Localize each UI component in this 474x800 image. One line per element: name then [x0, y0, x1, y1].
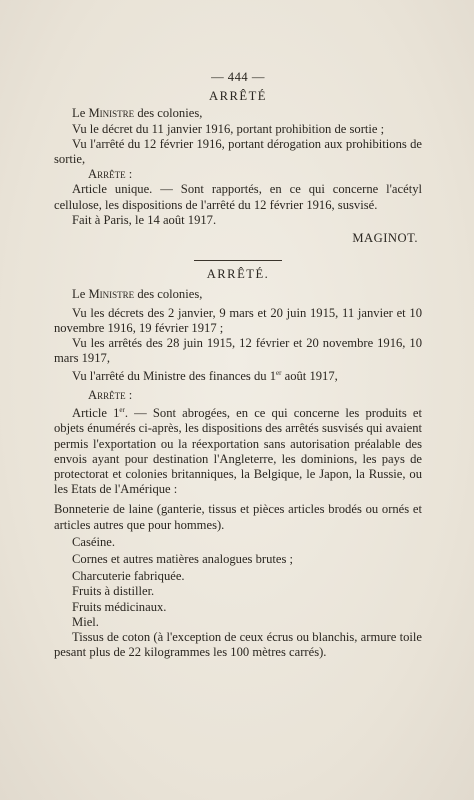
list-item: Fruits médicinaux.: [72, 599, 167, 614]
list-item: Cornes et autres matières analogues brutes ;: [72, 552, 294, 567]
decree-2-arrete-label: Arrête :: [88, 387, 133, 402]
decree-2-minister: Le Ministre des colonies,: [72, 287, 203, 302]
decree-1-article: Article unique. — Sont rapportés, en ce qui concerne l'acétyl cellulose, les dispositions de l'arrêté du 12 février 1916, susvisé.: [54, 182, 422, 212]
list-item: Fruits à distiller.: [72, 584, 155, 599]
decree-1-arrete-label: Arrête :: [88, 167, 133, 182]
decree-2: [54, 267, 422, 660]
decree-2-title: ARRÊTÉ.: [206, 267, 270, 282]
decree-2-article-1: Article 1er. — Sont abrogées, en ce qui concerne les produits et objets énumérés ci-après, les dispositions des arrêtés susvisés qui avaient permis l'exportation ou la réexportation sans autorisation préalable des envois ayant pour destination l'Angleterre, les dominions, les pays de protectorat et colonies britanniques, la Belgique, le Japon, la Russie, ou les Etats de l'Amérique :: [54, 406, 422, 497]
decree-1-minister: Le Ministre des colonies,: [72, 106, 203, 121]
decree-2-vu-2: Vu les arrêtés des 28 juin 1915, 12 février et 20 novembre 1916, 10 mars 1917,: [54, 336, 422, 366]
decree-1-vu-2: Vu l'arrêté du 12 février 1916, portant dérogation aux prohibitions de sortie,: [54, 136, 422, 167]
decree-1-title: ARRÊTÉ: [209, 89, 267, 104]
decree-1-vu-1: Vu le décret du 11 janvier 1916, portant prohibition de sortie ;: [72, 121, 385, 136]
text-column: [54, 70, 422, 660]
decree-1: [54, 89, 422, 246]
list-item: Tissus de coton (à l'exception de ceux écrus ou blanchis, armure toile pesant plus de 22 kilogrammes les 100 mètres carrés).: [54, 630, 422, 660]
decree-1-place-date: Fait à Paris, le 14 août 1917.: [72, 212, 217, 227]
section-divider: [194, 260, 282, 261]
list-item: Miel.: [72, 614, 99, 629]
list-item: Bonneterie de laine (ganterie, tissus et pièces articles brodés ou ornés et articles autres que pour hommes).: [54, 502, 422, 532]
list-item: Charcuterie fabriquée.: [72, 569, 185, 584]
decree-2-vu-1: Vu les décrets des 2 janvier, 9 mars et 20 juin 1915, 11 janvier et 10 novembre 1916, 19 février 1917 ;: [54, 305, 422, 335]
list-item: Caséine.: [72, 534, 116, 549]
decree-1-signature: MAGINOT.: [352, 231, 418, 246]
decree-2-vu-3: Vu l'arrêté du Ministre des finances du 1er août 1917,: [72, 369, 338, 384]
page-number: — 444 —: [211, 70, 265, 84]
